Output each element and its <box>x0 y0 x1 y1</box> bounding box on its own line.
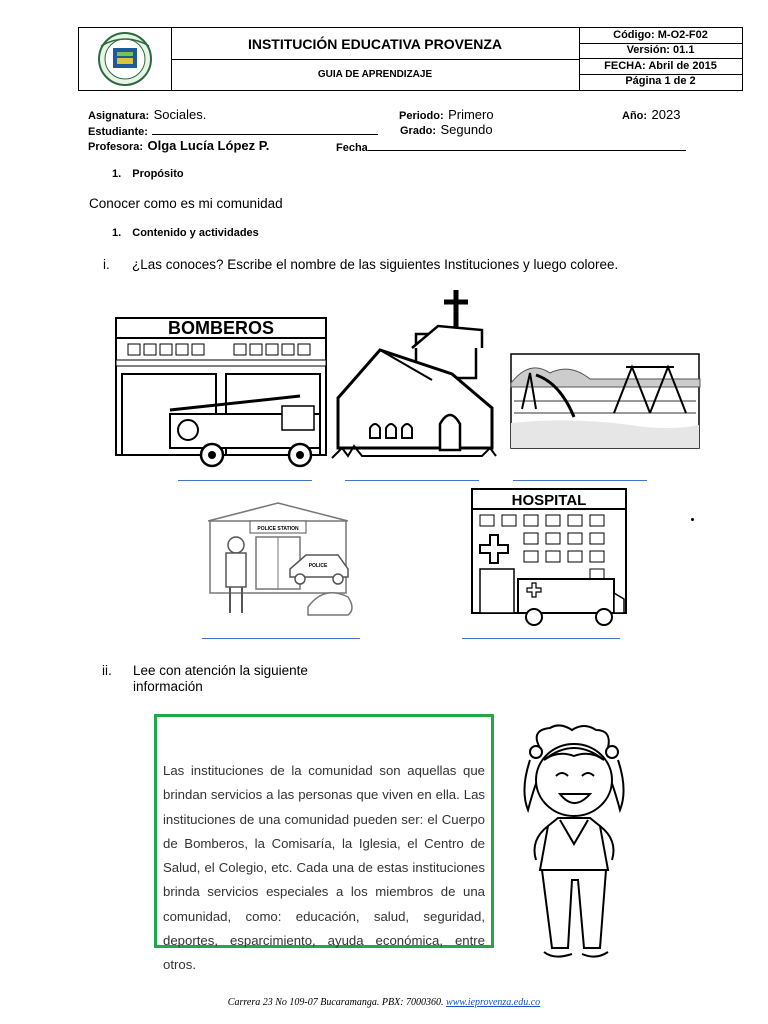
date-label: Fecha <box>336 142 368 154</box>
police-station-illustration <box>198 497 358 624</box>
info-box-text: Las instituciones de la comunidad son aquellas que brindan servicios a las personas que viven en ella. Las instituciones de una comunidad pueden ser: el Cuerpo de Bomberos, la Comisaría, la Iglesia, el Centro de Salud, el Colegio, etc. Cada una de estas instituciones brinda servicios especiales a los miembros de una comunidad, como: educación, salud, seguridad, deportes, esparcimiento, ayuda económica, entre otros. <box>163 763 485 973</box>
content-heading <box>112 227 259 239</box>
doc-page: Página 1 de 2 <box>625 75 696 87</box>
header-table <box>78 27 743 91</box>
church-illustration <box>332 288 502 465</box>
year-value: 2023 <box>651 107 681 122</box>
year-label: Año: <box>622 110 648 122</box>
item-i-number: i. <box>103 257 110 272</box>
doc-date: FECHA: Abril de 2015 <box>579 59 742 75</box>
period-label: Periodo: <box>399 110 444 122</box>
hospital-sign: HOSPITAL <box>511 492 587 509</box>
firestation-illustration <box>114 316 330 476</box>
item-ii-line2: información <box>133 679 203 694</box>
item-ii-number: ii. <box>102 663 112 678</box>
girl-illustration <box>500 720 650 965</box>
subject-value: Sociales. <box>153 107 207 122</box>
info-box <box>154 714 494 973</box>
period-value: Primero <box>448 107 494 122</box>
purpose-text: Conocer como es mi comunidad <box>89 196 283 211</box>
hospital-illustration <box>470 487 630 634</box>
grade-label: Grado: <box>400 125 437 137</box>
answer-line-firestation[interactable] <box>178 480 312 481</box>
church-icon <box>332 288 502 460</box>
doc-code: Código: M-O2-F02 <box>579 28 742 44</box>
student-label: Estudiante: <box>88 126 148 138</box>
teacher-label: Profesora: <box>88 141 144 153</box>
purpose-number: 1. <box>112 168 122 180</box>
grade-row <box>400 121 493 139</box>
answer-line-hospital[interactable] <box>462 638 620 639</box>
park-illustration <box>510 353 700 454</box>
purpose-heading <box>112 168 184 180</box>
date-field[interactable] <box>368 139 686 151</box>
date-row <box>336 138 686 156</box>
institution-name: INSTITUCIÓN EDUCATIVA PROVENZA <box>171 28 580 60</box>
stray-dot <box>691 518 694 521</box>
year-row <box>622 106 680 124</box>
answer-line-park[interactable] <box>513 480 647 481</box>
school-logo <box>79 28 172 90</box>
police-sign: POLICE STATION <box>257 526 299 532</box>
item-ii-line1: Lee con atención la siguiente <box>133 663 308 678</box>
park-icon <box>510 353 700 449</box>
firestation-icon <box>114 316 330 471</box>
answer-line-police[interactable] <box>202 638 360 639</box>
teacher-row <box>88 137 269 155</box>
school-crest-icon <box>79 28 171 90</box>
item-i-text: ¿Las conoces? Escribe el nombre de las siguientes Instituciones y luego coloree. <box>132 257 619 272</box>
answer-line-church[interactable] <box>345 480 479 481</box>
document-type: GUIA DE APRENDIZAJE <box>171 59 580 90</box>
hospital-icon <box>470 487 630 629</box>
police-station-icon <box>198 497 358 619</box>
teacher-value: Olga Lucía López P. <box>147 138 270 153</box>
grade-value: Segundo <box>440 122 493 137</box>
content-number: 1. <box>112 227 122 239</box>
footer <box>0 997 768 1008</box>
student-name-field[interactable] <box>152 123 378 135</box>
doc-version: Versión: 01.1 <box>579 43 742 59</box>
police-car-label: POLICE <box>308 563 328 569</box>
subject-label: Asignatura: <box>88 110 150 122</box>
footer-address: Carrera 23 No 109-07 Bucaramanga. PBX: 7000360. <box>227 997 444 1008</box>
firestation-sign: BOMBEROS <box>167 318 275 338</box>
girl-icon <box>500 720 650 960</box>
content-title: Contenido y actividades <box>132 227 259 239</box>
footer-website-link[interactable]: www.ieprovenza.edu.co <box>446 997 541 1008</box>
purpose-title: Propósito <box>132 168 184 180</box>
